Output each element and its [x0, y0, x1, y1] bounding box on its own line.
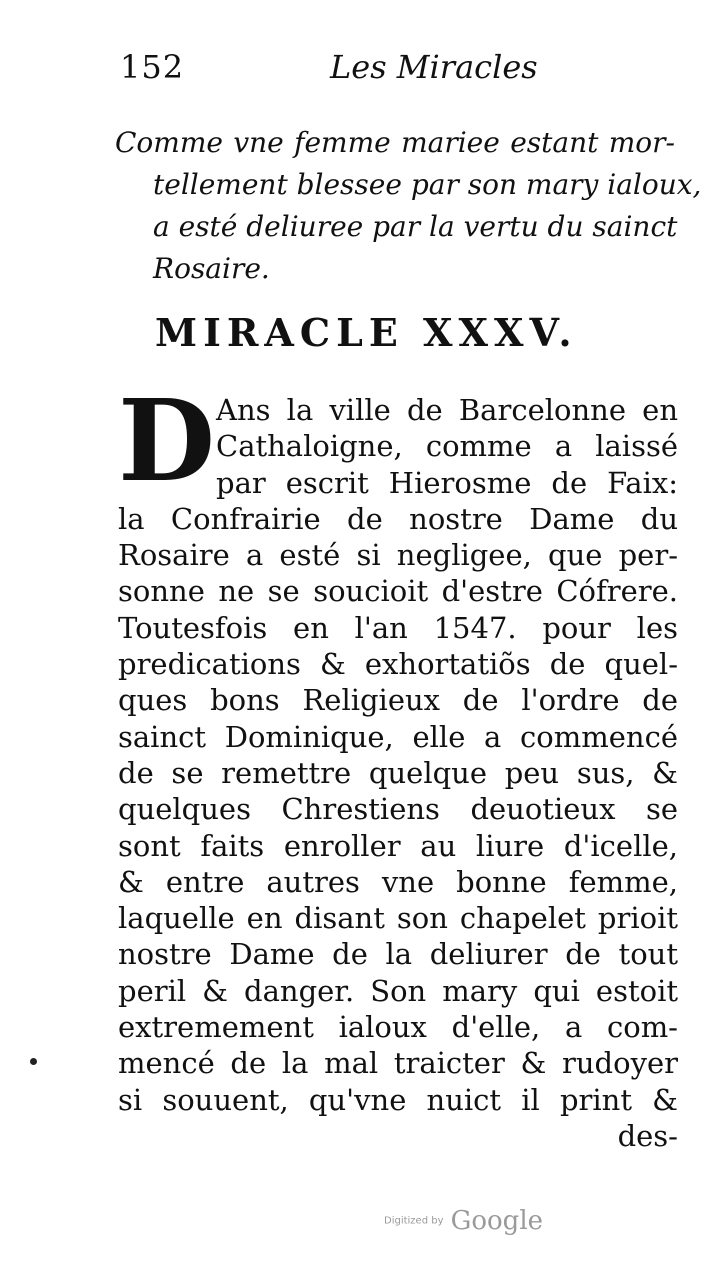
- drop-cap: D: [118, 376, 216, 507]
- body-line: Ans la ville de Barcelonne en: [216, 393, 678, 427]
- body-line: peril & danger. Son mary qui estoit: [118, 973, 678, 1008]
- body-line: Toutesfois en l'an 1547. pour les: [118, 610, 678, 645]
- body-line: quelques Chrestiens deuotieux se: [118, 792, 678, 827]
- body-line: la Confrairie de nostre Dame du: [118, 501, 678, 536]
- google-logo: Google: [450, 1206, 544, 1236]
- body-line: ques bons Religieux de l'ordre de: [118, 683, 678, 718]
- body-line: laquelle en disant son chapelet prioit: [118, 901, 678, 936]
- digitization-watermark: [384, 1206, 543, 1236]
- chapter-heading: MIRACLE XXXV.: [155, 310, 578, 355]
- body-line: sont faits enroller au liure d'icelle,: [118, 828, 678, 863]
- page-number: 152: [120, 48, 185, 86]
- body-line: si souuent, qu'vne nuict il print &: [118, 1082, 678, 1117]
- body-line: nostre Dame de la deliurer de tout: [118, 937, 678, 972]
- margin-ink-spot: [30, 1058, 37, 1065]
- body-line: mencé de la mal traicter & rudoyer: [118, 1046, 678, 1081]
- body-line: de se remettre quelque peu sus, &: [118, 755, 678, 790]
- body-line: extremement ialoux d'elle, a com-: [118, 1010, 678, 1045]
- summary-line: tellement blessee par son mary ialoux,: [153, 168, 702, 201]
- page-header: [120, 40, 680, 88]
- running-head: Les Miracles: [330, 48, 538, 86]
- body-line: par escrit Hierosme de Faix:: [216, 465, 678, 500]
- body-line: predications & exhortatiõs de quel-: [118, 647, 678, 682]
- summary-line: a esté deliuree par la vertu du sainct: [153, 210, 678, 243]
- catchword: des-: [617, 1118, 678, 1153]
- body-line: Rosaire a esté si negligee, que per-: [118, 538, 678, 573]
- body-line: sainct Dominique, elle a commencé: [118, 719, 678, 754]
- body-text: [118, 376, 678, 1154]
- chapter-summary: [115, 122, 702, 290]
- summary-line: Rosaire.: [153, 252, 270, 285]
- digitized-by-label: Digitized by: [384, 1215, 444, 1227]
- body-line: sonne ne se soucioit d'estre Cófrere.: [118, 574, 678, 609]
- body-line: Cathaloigne, comme a laissé: [216, 429, 678, 464]
- body-line: & entre autres vne bonne femme,: [118, 864, 678, 899]
- summary-line: Comme vne femme mariee estant mor-: [115, 126, 675, 159]
